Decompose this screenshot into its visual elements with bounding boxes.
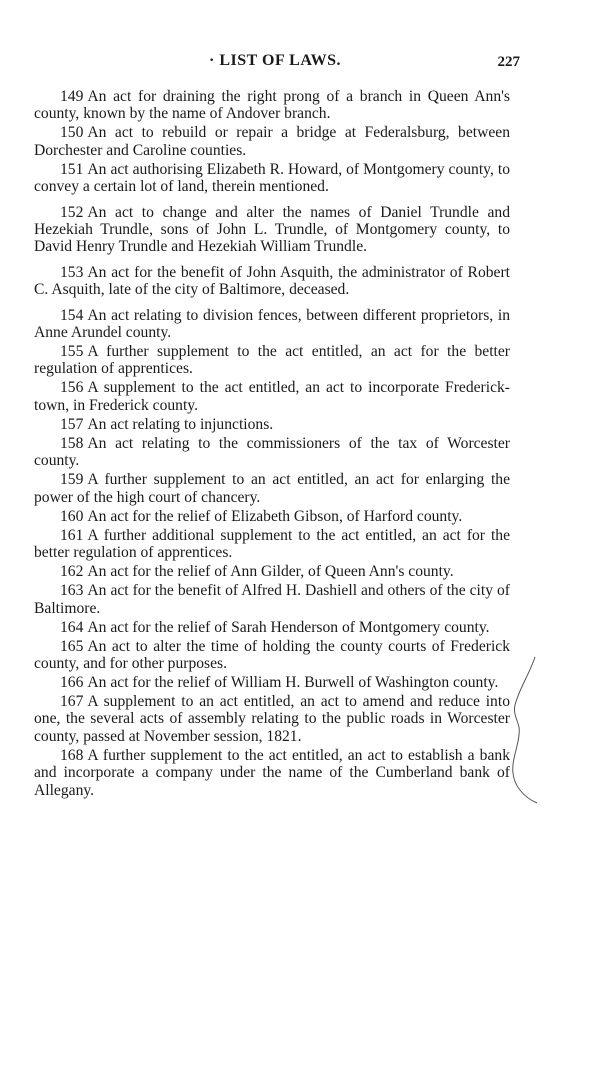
margin-bracket-mark [505, 655, 545, 805]
law-title: An act for the relief of Sarah Henderson of Montgomery county. [87, 618, 490, 636]
law-number: 149 [60, 88, 84, 105]
law-entry-161 [34, 527, 510, 562]
law-number: 154 [60, 306, 84, 324]
law-title: A further supplement to an act entitled, an act for enlarging the power of the high court of chancery. [34, 471, 510, 506]
law-title: An act for the relief of Elizabeth Gibson, of Harford county. [87, 507, 463, 525]
law-title: An act to change and alter the names of Daniel Trundle and Hezekiah Trundle, sons of John L. Trundle, of Montgomery county, to David Henry Trundle and Hezekiah William Trundle. [34, 203, 510, 256]
law-entry-165 [34, 638, 510, 673]
law-number: 161 [60, 526, 84, 544]
law-number: 153 [60, 263, 84, 281]
law-entry-166 [34, 674, 510, 691]
law-number: 167 [60, 692, 84, 710]
law-number: 164 [60, 618, 84, 636]
law-entry-154 [34, 307, 510, 342]
law-entry-160 [34, 508, 510, 525]
law-title: An act relating to the commissioners of the tax of Worcester county. [34, 434, 510, 470]
law-number: 165 [60, 637, 84, 655]
law-entry-167 [34, 693, 510, 745]
law-number: 160 [60, 507, 84, 525]
law-entry-152 [34, 204, 510, 256]
law-number: 151 [60, 160, 84, 178]
law-title: An act for draining the right prong of a branch in Queen Ann's county, known by the name of Andover branch. [34, 88, 510, 123]
law-entry-162 [34, 563, 510, 580]
law-number: 168 [60, 746, 84, 764]
law-title: A supplement to the act entitled, an act to incorporate Frederick-town, in Frederick county. [34, 379, 510, 414]
law-number: 152 [60, 203, 84, 221]
law-entry-163 [34, 582, 510, 617]
law-title: A further supplement to the act entitled, an act to establish a bank and incorporate a company under the name of the Cumberland bank of Allegany. [34, 746, 510, 799]
law-title: An act for the benefit of Alfred H. Dashiell and others of the city of Baltimore. [34, 582, 510, 617]
law-title: A supplement to an act entitled, an act to amend and reduce into one, the several acts of assembly relating to the public roads in Worcester county, passed at November session, 1821. [34, 692, 510, 745]
law-title: An act authorising Elizabeth R. Howard, of Montgomery county, to convey a certain lot of land, therein mentioned. [34, 160, 510, 196]
law-title: An act relating to injunctions. [87, 415, 274, 433]
law-number: 163 [60, 582, 84, 600]
law-number: 150 [60, 124, 84, 142]
law-title: An act for the benefit of John Asquith, the administrator of Robert C. Asquith, late of the city of Baltimore, deceased. [34, 263, 510, 299]
law-title: An act for the relief of Ann Gilder, of Queen Ann's county. [87, 563, 454, 581]
law-number: 159 [60, 471, 84, 489]
law-number: 157 [60, 415, 84, 433]
law-entry-157 [34, 416, 510, 433]
law-entry-149 [34, 88, 510, 123]
page-header [30, 52, 520, 78]
law-entry-156 [34, 379, 510, 414]
law-entry-159 [34, 471, 510, 506]
law-title: An act to alter the time of holding the county courts of Frederick county, and for other purposes. [34, 637, 510, 672]
law-title: An act for the relief of William H. Burwell of Washington county. [87, 673, 499, 691]
law-number: 166 [60, 673, 84, 691]
law-entry-150 [34, 124, 510, 159]
law-entry-153 [34, 264, 510, 299]
law-entry-155 [34, 343, 510, 378]
law-title: A further supplement to the act entitled, an act for the better regulation of apprentices. [34, 343, 510, 378]
law-title: An act to rebuild or repair a bridge at Federalsburg, between Dorchester and Caroline counties. [34, 124, 510, 159]
law-entry-168 [34, 747, 510, 799]
law-entry-158 [34, 435, 510, 470]
law-number: 155 [60, 343, 84, 361]
law-number: 156 [60, 379, 84, 397]
law-title: A further additional supplement to the act entitled, an act for the better regulation of apprentices. [34, 526, 510, 562]
page-number: 227 [497, 54, 520, 70]
law-entry-164 [34, 619, 510, 636]
law-number: 158 [60, 434, 84, 452]
law-number: 162 [60, 563, 84, 581]
law-list [34, 88, 510, 801]
running-title: · LIST OF LAWS. [209, 52, 341, 69]
law-entry-151 [34, 161, 510, 196]
law-title: An act relating to division fences, between different proprietors, in Anne Arundel county. [34, 306, 510, 342]
